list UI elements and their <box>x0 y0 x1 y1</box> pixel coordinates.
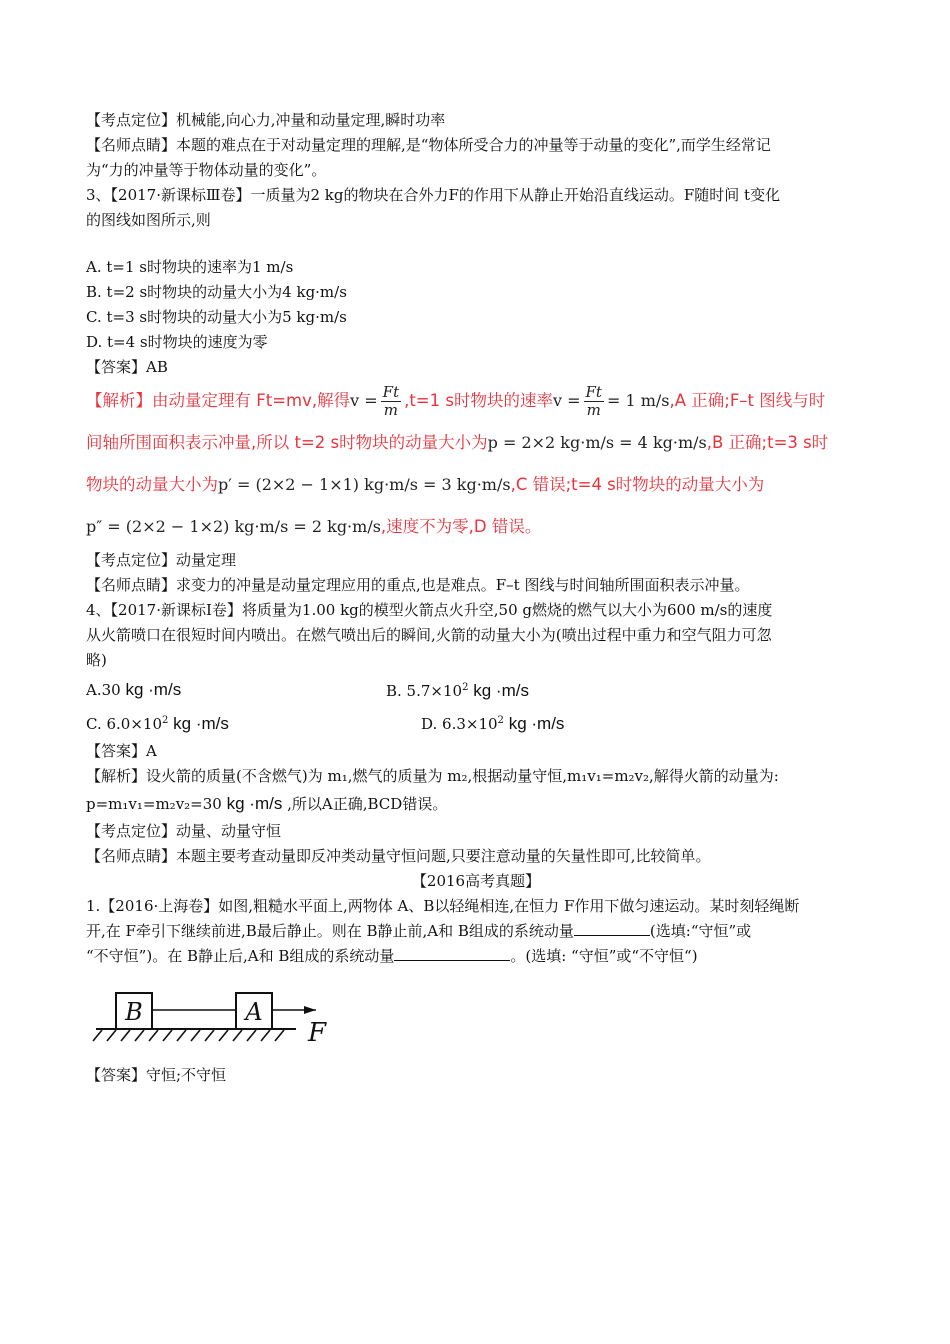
q3-analysis-text: ,速度不为零,D 错误。 <box>380 517 542 536</box>
q3-analysis <box>86 380 866 548</box>
q2016-stem-line3: “不守恒”)。在 B静止后,A和 B组成的系统动量 。(选填: “守恒”或“不守恒“) <box>86 944 866 969</box>
force-label: F <box>308 1018 327 1048</box>
q4-stem-line2: 从火箭喷口在很短时间内喷出。在燃气喷出后的瞬间,火箭的动量大小为(喷出过程中重力和空气阻力可忽 <box>86 626 772 644</box>
q3-option-a: A. t=1 s时物块的速率为1 m/s <box>86 258 294 276</box>
q2-mingshi-line1: 【名师点睛】本题的难点在于对动量定理的理解,是“物体所受合力的冲量等于动量的变化”,而学生经常记 <box>86 136 771 154</box>
momentum-formula: p′ = (2×2 − 1×1) kg·m/s = 3 kg·m/s <box>218 475 511 494</box>
q3-analysis-text: ,A 正确;F–t 图线与时 <box>669 391 826 410</box>
q3-analysis-line3 <box>86 464 866 506</box>
q3-analysis-text: ,B 正确;t=3 s时 <box>706 433 829 452</box>
two-blocks-diagram <box>86 975 356 1055</box>
momentum-formula: p″ = (2×2 − 1×2) kg·m/s = 2 kg·m/s <box>86 517 381 536</box>
q3-kaodian: 【考点定位】动量定理 <box>86 551 237 569</box>
q4-kaodian: 【考点定位】动量、动量守恒 <box>86 822 282 840</box>
q3-option-c: C. t=3 s时物块的动量大小为5 kg·m/s <box>86 308 347 326</box>
q3-analysis-line2 <box>86 422 866 464</box>
force-arrow-icon <box>304 1006 316 1014</box>
block-b-label: B <box>125 998 143 1026</box>
momentum-formula: p = 2×2 kg·m/s = 4 kg·m/s <box>487 433 707 452</box>
q2016-stem-line1: 1.【2016·上海卷】如图,粗糙水平面上,两物体 A、B以轻绳相连,在恒力 F作用下做匀速运动。某时刻轻绳断 <box>86 897 800 915</box>
section-heading-2016: 【2016高考真题】 <box>411 872 541 890</box>
velocity-result: = 1 m/s <box>606 391 670 410</box>
answer-blank[interactable] <box>394 944 510 961</box>
q3-analysis-line4 <box>86 506 866 548</box>
q4-analysis-line1: 【解析】设火箭的质量(不含燃气)为 m₁,燃气的质量为 m₂,根据动量守恒,m₁v₁=m₂v₂,解得火箭的动量为: <box>86 767 779 785</box>
q2016-stem-line2: 开,在 F牵引下继续前进,B最后静止。则在 B静止前,A和 B组成的系统动量 (选填:“守恒”或 <box>86 919 866 944</box>
block-a-label: A <box>245 998 263 1026</box>
q3-analysis-text: 物块的动量大小为 <box>86 475 218 494</box>
q4-option-a: A.30 kg ·m/s <box>86 679 182 699</box>
q3-answer: 【答案】AB <box>86 358 168 376</box>
q2-mingshi-line2: 为“力的冲量等于物体动量的变化”。 <box>86 161 327 179</box>
q3-option-d: D. t=4 s时物块的速度为零 <box>86 333 268 351</box>
q4-option-c: C. $6.0\times 10^2$ kg ·m/s <box>86 714 229 733</box>
q4-options-row2 <box>86 706 866 739</box>
q4-option-b: B. $5.7\times 10^2$ kg ·m/s <box>386 681 529 700</box>
ground-hatching <box>93 1030 284 1041</box>
fraction-ft-m: $\frac{Ft}{m}$ <box>585 382 602 419</box>
q3-stem-line2: 的图线如图所示,则 <box>86 211 211 229</box>
q3-option-b: B. t=2 s时物块的动量大小为4 kg·m/s <box>86 283 347 301</box>
q4-stem-line1: 4、【2017·新课标Ⅰ卷】将质量为1.00 kg的模型火箭点火升空,50 g燃烧的燃气以大小为600 m/s的速度 <box>86 601 773 619</box>
v-symbol: v = <box>350 391 378 410</box>
q4-options-row1 <box>86 673 866 706</box>
q3-analysis-text: 【解析】由动量定理有 Ft=mv,解得 <box>86 391 351 410</box>
q2-kaodian: 【考点定位】机械能,向心力,冲量和动量定理,瞬时功率 <box>86 111 446 129</box>
q4-analysis-line2: p=m₁v₁=m₂v₂=30 kg ·m/s ,所以A正确,BCD错误。 <box>86 794 448 813</box>
q4-mingshi: 【名师点睛】本题主要考查动量即反冲类动量守恒问题,只要注意动量的矢量性即可,比较简单。 <box>86 847 711 865</box>
q2016-answer: 【答案】守恒;不守恒 <box>86 1066 227 1084</box>
q3-mingshi: 【名师点睛】求变力的冲量是动量定理应用的重点,也是难点。F–t 图线与时间轴所围面积表示冲量。 <box>86 576 750 594</box>
q4-option-d: D. $6.3\times 10^2$ kg ·m/s <box>421 714 565 733</box>
document-page <box>86 108 866 1088</box>
v-symbol: v = <box>552 391 581 410</box>
q3-analysis-text: ,t=1 s时物块的速率 <box>404 391 553 410</box>
spacer <box>86 233 866 255</box>
q4-stem-line3: 略) <box>86 651 107 669</box>
fraction-ft-m: $\frac{Ft}{m}$ <box>382 382 400 419</box>
q3-analysis-text: 间轴所围面积表示冲量,所以 t=2 s时物块的动量大小为 <box>86 433 488 452</box>
answer-blank[interactable] <box>574 919 650 936</box>
q3-stem-line1: 3、【2017·新课标Ⅲ卷】一质量为2 kg的物块在合外力F的作用下从静止开始沿直线运动。F随时间 t变化 <box>86 186 781 204</box>
q4-answer: 【答案】A <box>86 742 157 760</box>
q3-analysis-text: ,C 错误;t=4 s时物块的动量大小为 <box>510 475 765 494</box>
q3-analysis-line1 <box>86 380 866 422</box>
